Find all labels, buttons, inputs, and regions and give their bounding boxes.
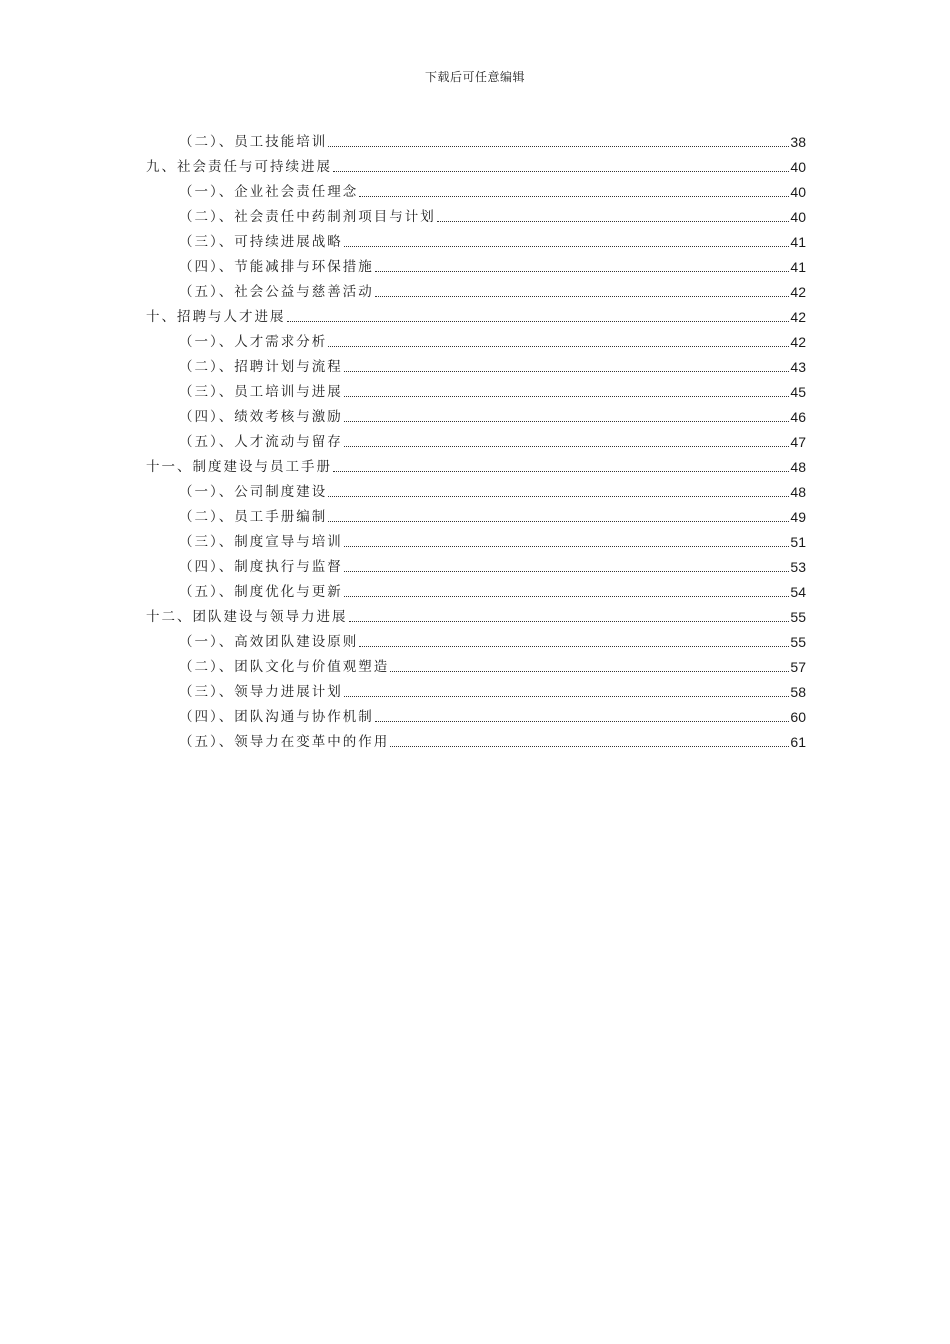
- toc-page-number: 53: [790, 559, 806, 575]
- toc-entry-title: （四）、节能减排与环保措施: [179, 259, 374, 275]
- toc-dot-leader: [328, 521, 789, 522]
- toc-page-number: 43: [790, 359, 806, 375]
- toc-page-number: 61: [790, 734, 806, 750]
- toc-page-number: 48: [790, 459, 806, 475]
- toc-dot-leader: [344, 546, 790, 547]
- toc-entry-title: （一）、企业社会责任理念: [179, 184, 359, 200]
- toc-page-number: 55: [790, 609, 806, 625]
- toc-chapter-entry[interactable]: [146, 151, 806, 176]
- toc-page-number: 49: [790, 509, 806, 525]
- toc-section-entry[interactable]: [146, 701, 806, 726]
- toc-dot-leader: [344, 446, 790, 447]
- toc-entry-title: （二）、员工手册编制: [179, 509, 328, 525]
- toc-entry-title: （二）、招聘计划与流程: [179, 359, 343, 375]
- toc-dot-leader: [375, 721, 790, 722]
- toc-section-entry[interactable]: [146, 551, 806, 576]
- toc-section-entry[interactable]: [146, 251, 806, 276]
- toc-dot-leader: [349, 621, 790, 622]
- toc-dot-leader: [333, 171, 789, 172]
- toc-page-number: 45: [790, 384, 806, 400]
- toc-page-number: 47: [790, 434, 806, 450]
- toc-entry-title: （三）、制度宣导与培训: [179, 534, 343, 550]
- toc-dot-leader: [344, 596, 790, 597]
- toc-section-entry[interactable]: [146, 501, 806, 526]
- toc-dot-leader: [344, 696, 790, 697]
- toc-entry-title: （四）、团队沟通与协作机制: [179, 709, 374, 725]
- toc-page-number: 55: [790, 634, 806, 650]
- toc-section-entry[interactable]: [146, 276, 806, 301]
- toc-dot-leader: [344, 371, 790, 372]
- toc-section-entry[interactable]: [146, 351, 806, 376]
- toc-entry-title: （二）、员工技能培训: [179, 134, 328, 150]
- toc-page-number: 42: [790, 334, 806, 350]
- table-of-contents: [146, 126, 806, 751]
- toc-dot-leader: [287, 321, 790, 322]
- toc-entry-title: 十二、团队建设与领导力进展: [146, 609, 348, 625]
- toc-entry-title: 十一、制度建设与员工手册: [146, 459, 332, 475]
- toc-section-entry[interactable]: [146, 326, 806, 351]
- toc-entry-title: （二）、团队文化与价值观塑造: [179, 659, 390, 675]
- toc-dot-leader: [437, 221, 790, 222]
- toc-section-entry[interactable]: [146, 401, 806, 426]
- toc-entry-title: （五）、制度优化与更新: [179, 584, 343, 600]
- toc-entry-title: （四）、绩效考核与激励: [179, 409, 343, 425]
- toc-entry-title: （四）、制度执行与监督: [179, 559, 343, 575]
- toc-dot-leader: [344, 396, 790, 397]
- toc-page-number: 40: [790, 209, 806, 225]
- toc-entry-title: （五）、社会公益与慈善活动: [179, 284, 374, 300]
- toc-section-entry[interactable]: [146, 626, 806, 651]
- toc-chapter-entry[interactable]: [146, 301, 806, 326]
- toc-entry-title: （二）、社会责任中药制剂项目与计划: [179, 209, 436, 225]
- toc-dot-leader: [328, 496, 789, 497]
- toc-dot-leader: [344, 421, 790, 422]
- toc-page-number: 48: [790, 484, 806, 500]
- toc-dot-leader: [328, 146, 789, 147]
- toc-dot-leader: [359, 646, 789, 647]
- toc-page-number: 60: [790, 709, 806, 725]
- toc-section-entry[interactable]: [146, 726, 806, 751]
- toc-entry-title: （一）、人才需求分析: [179, 334, 328, 350]
- toc-entry-title: 九、社会责任与可持续进展: [146, 159, 332, 175]
- toc-page-number: 40: [790, 159, 806, 175]
- toc-section-entry[interactable]: [146, 126, 806, 151]
- page-header-note: 下载后可任意编辑: [424, 70, 525, 84]
- toc-page-number: 41: [790, 259, 806, 275]
- toc-entry-title: （一）、公司制度建设: [179, 484, 328, 500]
- toc-page-number: 38: [790, 134, 806, 150]
- toc-dot-leader: [390, 671, 789, 672]
- toc-page-number: 54: [790, 584, 806, 600]
- toc-dot-leader: [375, 271, 790, 272]
- toc-section-entry[interactable]: [146, 201, 806, 226]
- toc-dot-leader: [333, 471, 789, 472]
- toc-section-entry[interactable]: [146, 376, 806, 401]
- toc-entry-title: （一）、高效团队建设原则: [179, 634, 359, 650]
- toc-page-number: 40: [790, 184, 806, 200]
- toc-page-number: 58: [790, 684, 806, 700]
- toc-page-number: 46: [790, 409, 806, 425]
- toc-dot-leader: [344, 571, 790, 572]
- toc-entry-title: 十、招聘与人才进展: [146, 309, 286, 325]
- toc-dot-leader: [390, 746, 789, 747]
- toc-page-number: 42: [790, 284, 806, 300]
- toc-section-entry[interactable]: [146, 176, 806, 201]
- toc-section-entry[interactable]: [146, 426, 806, 451]
- toc-page-number: 57: [790, 659, 806, 675]
- toc-page-number: 41: [790, 234, 806, 250]
- toc-entry-title: （三）、可持续进展战略: [179, 234, 343, 250]
- toc-dot-leader: [359, 196, 789, 197]
- toc-section-entry[interactable]: [146, 651, 806, 676]
- toc-entry-title: （五）、人才流动与留存: [179, 434, 343, 450]
- toc-page-number: 42: [790, 309, 806, 325]
- toc-entry-title: （三）、员工培训与进展: [179, 384, 343, 400]
- toc-section-entry[interactable]: [146, 226, 806, 251]
- toc-section-entry[interactable]: [146, 476, 806, 501]
- toc-dot-leader: [328, 346, 789, 347]
- toc-dot-leader: [375, 296, 790, 297]
- toc-chapter-entry[interactable]: [146, 601, 806, 626]
- toc-section-entry[interactable]: [146, 576, 806, 601]
- toc-page-number: 51: [790, 534, 806, 550]
- toc-section-entry[interactable]: [146, 676, 806, 701]
- toc-section-entry[interactable]: [146, 526, 806, 551]
- toc-entry-title: （五）、领导力在变革中的作用: [179, 734, 390, 750]
- toc-entry-title: （三）、领导力进展计划: [179, 684, 343, 700]
- toc-dot-leader: [344, 246, 790, 247]
- toc-chapter-entry[interactable]: [146, 451, 806, 476]
